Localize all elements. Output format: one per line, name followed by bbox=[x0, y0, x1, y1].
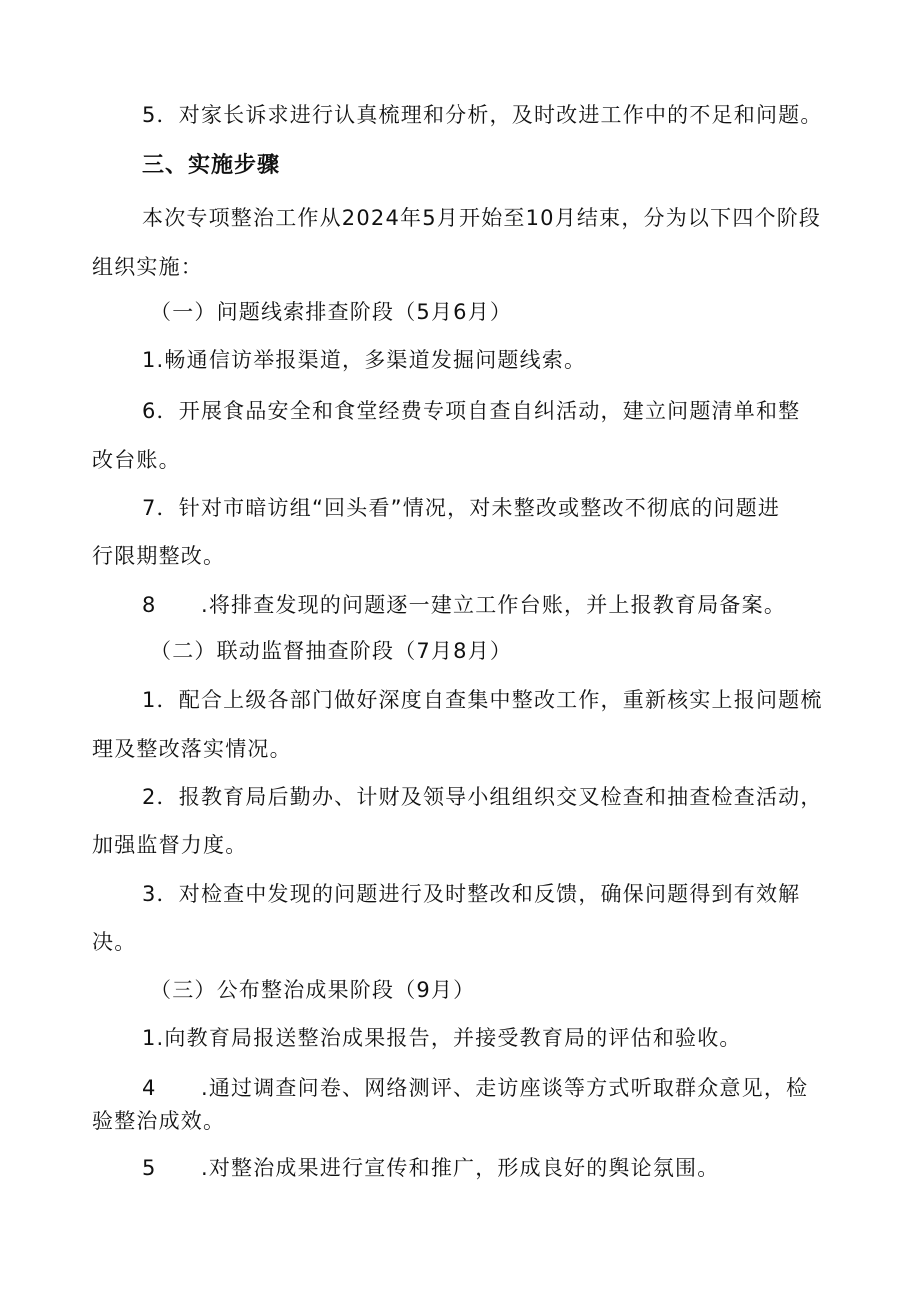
stage-two-item-3-line-2: 决。 bbox=[92, 930, 137, 954]
stage-one-item-8: 8 .将排查发现的问题逐一建立工作台账，并上报教育局备案。 bbox=[142, 593, 787, 617]
stage-three-item-1: 1.向教育局报送整治成果报告，并接受教育局的评估和验收。 bbox=[142, 1026, 742, 1050]
intro-paragraph-line-1: 本次专项整治工作从2024年5月开始至10月结束，分为以下四个阶段 bbox=[142, 206, 822, 230]
stage-one-item-7-line-1: 7．针对市暗访组“回头看”情况，对未整改或整改不彻底的问题进 bbox=[142, 496, 781, 520]
stage-three-item-5: 5 .对整治成果进行宣传和推广，形成良好的舆论氛围。 bbox=[142, 1156, 720, 1180]
stage-three-item-4-line-1: 4 .通过调查问卷、网络测评、走访座谈等方式听取群众意见，检 bbox=[142, 1076, 809, 1100]
item-5-parent-feedback: 5．对家长诉求进行认真梳理和分析，及时改进工作中的不足和问题。 bbox=[142, 103, 823, 127]
subheading-stage-two: （二）联动监督抽查阶段（7月8月） bbox=[150, 639, 513, 663]
stage-two-item-1-line-2: 理及整改落实情况。 bbox=[92, 737, 292, 761]
stage-two-item-2-line-2: 加强监督力度。 bbox=[92, 833, 248, 857]
stage-one-item-6-line-1: 6．开展食品安全和食堂经费专项自查自纠活动，建立问题清单和整 bbox=[142, 399, 801, 423]
stage-one-item-7-line-2: 行限期整改。 bbox=[92, 544, 226, 568]
stage-one-item-6-line-2: 改台账。 bbox=[92, 448, 181, 472]
section-heading-implementation-steps: 三、实施步骤 bbox=[142, 153, 281, 178]
subheading-stage-one: （一）问题线索排查阶段（5月6月） bbox=[150, 300, 513, 324]
stage-three-item-4-line-2: 验整治成效。 bbox=[92, 1109, 226, 1133]
subheading-stage-three: （三）公布整治成果阶段（9月） bbox=[150, 978, 476, 1002]
stage-one-item-1: 1.畅通信访举报渠道，多渠道发掘问题线索。 bbox=[142, 348, 587, 372]
stage-two-item-1-line-1: 1．配合上级各部门做好深度自查集中整改工作，重新核实上报问题梳 bbox=[142, 688, 823, 712]
stage-two-item-3-line-1: 3．对检查中发现的问题进行及时整改和反馈，确保问题得到有效解 bbox=[142, 882, 801, 906]
stage-two-item-2-line-1: 2．报教育局后勤办、计财及领导小组组织交叉检查和抽查检查活动， bbox=[142, 785, 823, 809]
intro-paragraph-line-2: 组织实施： bbox=[92, 255, 203, 279]
